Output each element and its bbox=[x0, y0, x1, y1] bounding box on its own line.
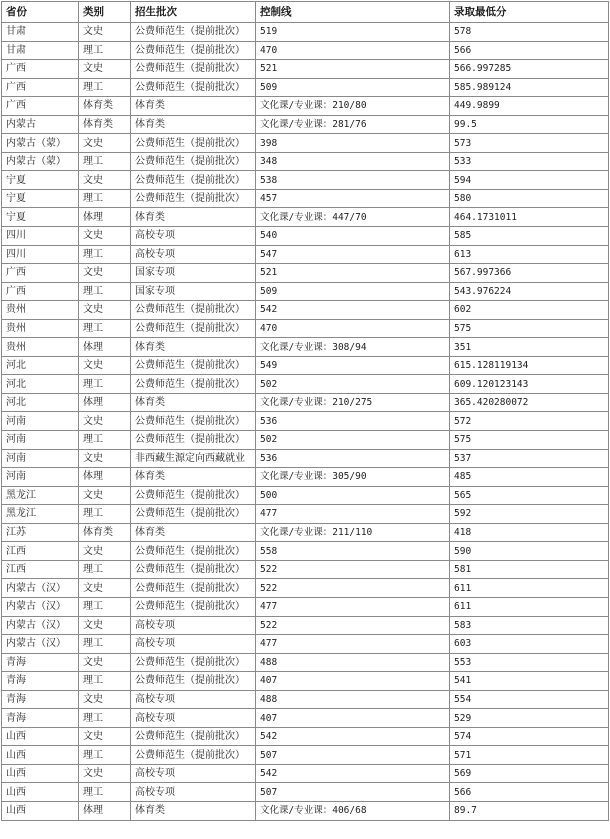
cell-min-score: 537 bbox=[450, 449, 609, 468]
cell-min-score: 449.9899 bbox=[450, 97, 609, 116]
cell-province: 江西 bbox=[2, 560, 79, 579]
cell-batch: 高校专项 bbox=[131, 616, 256, 635]
cell-province: 内蒙古（蒙） bbox=[2, 152, 79, 171]
cell-control-line: 536 bbox=[256, 412, 450, 431]
cell-type: 理工 bbox=[79, 746, 131, 765]
cell-min-score: 602 bbox=[450, 301, 609, 320]
cell-min-score: 553 bbox=[450, 653, 609, 672]
cell-type: 理工 bbox=[79, 41, 131, 60]
header-province: 省份 bbox=[2, 2, 79, 23]
cell-control-line: 538 bbox=[256, 171, 450, 190]
cell-type: 文史 bbox=[79, 449, 131, 468]
cell-min-score: 575 bbox=[450, 431, 609, 450]
cell-type: 文史 bbox=[79, 60, 131, 79]
cell-min-score: 575 bbox=[450, 319, 609, 338]
table-row bbox=[2, 653, 609, 672]
cell-batch: 高校专项 bbox=[131, 709, 256, 728]
table-row bbox=[2, 690, 609, 709]
table-row bbox=[2, 338, 609, 357]
cell-province: 广西 bbox=[2, 282, 79, 301]
cell-batch: 公费师范生（提前批次） bbox=[131, 171, 256, 190]
cell-batch: 公费师范生（提前批次） bbox=[131, 653, 256, 672]
cell-province: 宁夏 bbox=[2, 208, 79, 227]
cell-type: 体理 bbox=[79, 393, 131, 412]
cell-batch: 公费师范生（提前批次） bbox=[131, 78, 256, 97]
cell-province: 广西 bbox=[2, 60, 79, 79]
cell-type: 理工 bbox=[79, 189, 131, 208]
cell-batch: 高校专项 bbox=[131, 245, 256, 264]
table-row bbox=[2, 783, 609, 802]
cell-type: 文史 bbox=[79, 264, 131, 283]
cell-province: 山西 bbox=[2, 801, 79, 820]
cell-type: 理工 bbox=[79, 635, 131, 654]
table-row bbox=[2, 727, 609, 746]
cell-province: 青海 bbox=[2, 709, 79, 728]
cell-control-line: 文化课/专业课：406/68 bbox=[256, 801, 450, 820]
cell-province: 宁夏 bbox=[2, 189, 79, 208]
cell-min-score: 572 bbox=[450, 412, 609, 431]
header-type: 类别 bbox=[79, 2, 131, 23]
cell-province: 河南 bbox=[2, 468, 79, 487]
cell-province: 广西 bbox=[2, 78, 79, 97]
table-row bbox=[2, 746, 609, 765]
table-row bbox=[2, 282, 609, 301]
cell-province: 广西 bbox=[2, 264, 79, 283]
cell-batch: 公费师范生（提前批次） bbox=[131, 356, 256, 375]
cell-batch: 体育类 bbox=[131, 393, 256, 412]
cell-type: 理工 bbox=[79, 560, 131, 579]
cell-province: 广西 bbox=[2, 97, 79, 116]
table-row bbox=[2, 23, 609, 42]
cell-control-line: 547 bbox=[256, 245, 450, 264]
cell-province: 青海 bbox=[2, 672, 79, 691]
admission-score-table bbox=[1, 1, 609, 821]
cell-control-line: 509 bbox=[256, 78, 450, 97]
cell-control-line: 470 bbox=[256, 319, 450, 338]
cell-control-line: 477 bbox=[256, 505, 450, 524]
table-row bbox=[2, 264, 609, 283]
cell-min-score: 585.989124 bbox=[450, 78, 609, 97]
cell-province: 山西 bbox=[2, 727, 79, 746]
cell-batch: 公费师范生（提前批次） bbox=[131, 319, 256, 338]
cell-control-line: 509 bbox=[256, 282, 450, 301]
table-row bbox=[2, 375, 609, 394]
cell-batch: 公费师范生（提前批次） bbox=[131, 412, 256, 431]
cell-batch: 高校专项 bbox=[131, 227, 256, 246]
header-batch: 招生批次 bbox=[131, 2, 256, 23]
table-row bbox=[2, 208, 609, 227]
table-row bbox=[2, 227, 609, 246]
cell-control-line: 348 bbox=[256, 152, 450, 171]
cell-control-line: 398 bbox=[256, 134, 450, 153]
cell-control-line: 457 bbox=[256, 189, 450, 208]
table-row bbox=[2, 152, 609, 171]
cell-batch: 国家专项 bbox=[131, 264, 256, 283]
cell-control-line: 502 bbox=[256, 431, 450, 450]
table-row bbox=[2, 505, 609, 524]
cell-min-score: 541 bbox=[450, 672, 609, 691]
cell-type: 理工 bbox=[79, 431, 131, 450]
cell-control-line: 542 bbox=[256, 764, 450, 783]
cell-province: 黑龙江 bbox=[2, 486, 79, 505]
cell-min-score: 543.976224 bbox=[450, 282, 609, 301]
table-row bbox=[2, 486, 609, 505]
cell-min-score: 566.997285 bbox=[450, 60, 609, 79]
cell-type: 文史 bbox=[79, 134, 131, 153]
table-row bbox=[2, 393, 609, 412]
cell-batch: 高校专项 bbox=[131, 690, 256, 709]
cell-batch: 公费师范生（提前批次） bbox=[131, 189, 256, 208]
cell-control-line: 477 bbox=[256, 597, 450, 616]
cell-min-score: 580 bbox=[450, 189, 609, 208]
table-row bbox=[2, 245, 609, 264]
cell-type: 理工 bbox=[79, 282, 131, 301]
cell-control-line: 521 bbox=[256, 60, 450, 79]
cell-batch: 公费师范生（提前批次） bbox=[131, 60, 256, 79]
cell-type: 文史 bbox=[79, 690, 131, 709]
cell-control-line: 文化课/专业课：211/110 bbox=[256, 523, 450, 542]
cell-control-line: 536 bbox=[256, 449, 450, 468]
cell-province: 山西 bbox=[2, 764, 79, 783]
cell-province: 山西 bbox=[2, 746, 79, 765]
table-row bbox=[2, 431, 609, 450]
cell-control-line: 文化课/专业课：447/70 bbox=[256, 208, 450, 227]
cell-province: 甘肃 bbox=[2, 23, 79, 42]
table-row bbox=[2, 319, 609, 338]
cell-control-line: 519 bbox=[256, 23, 450, 42]
cell-control-line: 507 bbox=[256, 746, 450, 765]
cell-batch: 公费师范生（提前批次） bbox=[131, 672, 256, 691]
table-row bbox=[2, 672, 609, 691]
cell-control-line: 文化课/专业课：281/76 bbox=[256, 115, 450, 134]
cell-min-score: 485 bbox=[450, 468, 609, 487]
table-row bbox=[2, 635, 609, 654]
cell-batch: 体育类 bbox=[131, 338, 256, 357]
cell-type: 体育类 bbox=[79, 115, 131, 134]
table-row bbox=[2, 134, 609, 153]
table-row bbox=[2, 542, 609, 561]
cell-province: 贵州 bbox=[2, 301, 79, 320]
cell-control-line: 542 bbox=[256, 301, 450, 320]
cell-type: 文史 bbox=[79, 23, 131, 42]
cell-type: 文史 bbox=[79, 412, 131, 431]
cell-batch: 体育类 bbox=[131, 97, 256, 116]
cell-province: 贵州 bbox=[2, 319, 79, 338]
table-row bbox=[2, 597, 609, 616]
cell-control-line: 507 bbox=[256, 783, 450, 802]
header-control-line: 控制线 bbox=[256, 2, 450, 23]
table-row bbox=[2, 579, 609, 598]
header-min-score: 录取最低分 bbox=[450, 2, 609, 23]
table-row bbox=[2, 412, 609, 431]
cell-min-score: 529 bbox=[450, 709, 609, 728]
cell-control-line: 488 bbox=[256, 690, 450, 709]
table-row bbox=[2, 468, 609, 487]
cell-province: 河南 bbox=[2, 449, 79, 468]
cell-province: 黑龙江 bbox=[2, 505, 79, 524]
cell-province: 河南 bbox=[2, 412, 79, 431]
cell-control-line: 407 bbox=[256, 709, 450, 728]
cell-batch: 体育类 bbox=[131, 208, 256, 227]
cell-min-score: 533 bbox=[450, 152, 609, 171]
cell-control-line: 文化课/专业课：308/94 bbox=[256, 338, 450, 357]
cell-min-score: 565 bbox=[450, 486, 609, 505]
cell-type: 文史 bbox=[79, 227, 131, 246]
table-row bbox=[2, 449, 609, 468]
cell-batch: 高校专项 bbox=[131, 764, 256, 783]
cell-min-score: 574 bbox=[450, 727, 609, 746]
cell-type: 理工 bbox=[79, 78, 131, 97]
cell-type: 文史 bbox=[79, 616, 131, 635]
cell-province: 河南 bbox=[2, 431, 79, 450]
cell-control-line: 文化课/专业课：305/90 bbox=[256, 468, 450, 487]
cell-min-score: 464.1731011 bbox=[450, 208, 609, 227]
cell-batch: 公费师范生（提前批次） bbox=[131, 505, 256, 524]
header-row bbox=[2, 2, 609, 23]
cell-batch: 公费师范生（提前批次） bbox=[131, 431, 256, 450]
cell-type: 文史 bbox=[79, 301, 131, 320]
cell-min-score: 365.420280072 bbox=[450, 393, 609, 412]
cell-province: 内蒙古（汉） bbox=[2, 635, 79, 654]
cell-province: 内蒙古（蒙） bbox=[2, 134, 79, 153]
cell-min-score: 609.120123143 bbox=[450, 375, 609, 394]
cell-min-score: 573 bbox=[450, 134, 609, 153]
cell-batch: 非西藏生源定向西藏就业 bbox=[131, 449, 256, 468]
cell-control-line: 407 bbox=[256, 672, 450, 691]
cell-type: 体理 bbox=[79, 208, 131, 227]
table-row bbox=[2, 523, 609, 542]
table-row bbox=[2, 171, 609, 190]
cell-type: 文史 bbox=[79, 727, 131, 746]
cell-type: 体育类 bbox=[79, 523, 131, 542]
cell-control-line: 522 bbox=[256, 616, 450, 635]
cell-min-score: 351 bbox=[450, 338, 609, 357]
table-row bbox=[2, 616, 609, 635]
cell-province: 内蒙古（汉） bbox=[2, 616, 79, 635]
cell-type: 理工 bbox=[79, 709, 131, 728]
cell-type: 文史 bbox=[79, 653, 131, 672]
cell-type: 理工 bbox=[79, 319, 131, 338]
cell-type: 体理 bbox=[79, 338, 131, 357]
cell-batch: 公费师范生（提前批次） bbox=[131, 23, 256, 42]
cell-batch: 公费师范生（提前批次） bbox=[131, 542, 256, 561]
table-row bbox=[2, 801, 609, 820]
cell-control-line: 549 bbox=[256, 356, 450, 375]
table-row bbox=[2, 560, 609, 579]
cell-batch: 高校专项 bbox=[131, 635, 256, 654]
cell-control-line: 500 bbox=[256, 486, 450, 505]
table-row bbox=[2, 301, 609, 320]
cell-province: 内蒙古 bbox=[2, 115, 79, 134]
cell-province: 贵州 bbox=[2, 338, 79, 357]
cell-control-line: 470 bbox=[256, 41, 450, 60]
cell-province: 江西 bbox=[2, 542, 79, 561]
cell-type: 体理 bbox=[79, 801, 131, 820]
cell-control-line: 文化课/专业课：210/275 bbox=[256, 393, 450, 412]
cell-type: 理工 bbox=[79, 597, 131, 616]
cell-min-score: 581 bbox=[450, 560, 609, 579]
cell-type: 理工 bbox=[79, 152, 131, 171]
cell-control-line: 522 bbox=[256, 560, 450, 579]
cell-type: 文史 bbox=[79, 486, 131, 505]
cell-batch: 国家专项 bbox=[131, 282, 256, 301]
cell-min-score: 590 bbox=[450, 542, 609, 561]
cell-province: 河北 bbox=[2, 356, 79, 375]
cell-batch: 公费师范生（提前批次） bbox=[131, 579, 256, 598]
cell-batch: 体育类 bbox=[131, 468, 256, 487]
cell-province: 山西 bbox=[2, 783, 79, 802]
cell-min-score: 578 bbox=[450, 23, 609, 42]
cell-type: 体理 bbox=[79, 468, 131, 487]
cell-min-score: 567.997366 bbox=[450, 264, 609, 283]
cell-control-line: 542 bbox=[256, 727, 450, 746]
cell-control-line: 477 bbox=[256, 635, 450, 654]
cell-type: 理工 bbox=[79, 375, 131, 394]
cell-batch: 公费师范生（提前批次） bbox=[131, 746, 256, 765]
table-row bbox=[2, 78, 609, 97]
table-body bbox=[2, 23, 609, 821]
cell-control-line: 文化课/专业课：210/80 bbox=[256, 97, 450, 116]
table-row bbox=[2, 97, 609, 116]
table-row bbox=[2, 41, 609, 60]
cell-type: 文史 bbox=[79, 542, 131, 561]
cell-province: 宁夏 bbox=[2, 171, 79, 190]
cell-province: 四川 bbox=[2, 245, 79, 264]
cell-province: 河北 bbox=[2, 375, 79, 394]
cell-batch: 体育类 bbox=[131, 115, 256, 134]
cell-province: 青海 bbox=[2, 690, 79, 709]
table-row bbox=[2, 189, 609, 208]
cell-control-line: 521 bbox=[256, 264, 450, 283]
cell-batch: 体育类 bbox=[131, 523, 256, 542]
cell-min-score: 585 bbox=[450, 227, 609, 246]
cell-min-score: 603 bbox=[450, 635, 609, 654]
cell-min-score: 569 bbox=[450, 764, 609, 783]
table-row bbox=[2, 709, 609, 728]
cell-batch: 公费师范生（提前批次） bbox=[131, 560, 256, 579]
cell-min-score: 571 bbox=[450, 746, 609, 765]
cell-control-line: 502 bbox=[256, 375, 450, 394]
cell-type: 理工 bbox=[79, 672, 131, 691]
cell-type: 理工 bbox=[79, 245, 131, 264]
cell-min-score: 99.5 bbox=[450, 115, 609, 134]
cell-min-score: 418 bbox=[450, 523, 609, 542]
cell-min-score: 89.7 bbox=[450, 801, 609, 820]
table-row bbox=[2, 764, 609, 783]
cell-min-score: 611 bbox=[450, 597, 609, 616]
cell-min-score: 583 bbox=[450, 616, 609, 635]
cell-type: 文史 bbox=[79, 579, 131, 598]
cell-province: 江苏 bbox=[2, 523, 79, 542]
cell-batch: 公费师范生（提前批次） bbox=[131, 152, 256, 171]
cell-batch: 公费师范生（提前批次） bbox=[131, 727, 256, 746]
table-row bbox=[2, 356, 609, 375]
cell-type: 理工 bbox=[79, 783, 131, 802]
cell-province: 四川 bbox=[2, 227, 79, 246]
table-header bbox=[2, 2, 609, 23]
cell-type: 文史 bbox=[79, 764, 131, 783]
cell-control-line: 522 bbox=[256, 579, 450, 598]
cell-control-line: 558 bbox=[256, 542, 450, 561]
cell-province: 内蒙古（汉） bbox=[2, 579, 79, 598]
cell-min-score: 615.128119134 bbox=[450, 356, 609, 375]
cell-batch: 公费师范生（提前批次） bbox=[131, 375, 256, 394]
cell-min-score: 566 bbox=[450, 41, 609, 60]
table-row bbox=[2, 60, 609, 79]
cell-min-score: 554 bbox=[450, 690, 609, 709]
cell-type: 文史 bbox=[79, 171, 131, 190]
cell-province: 内蒙古（汉） bbox=[2, 597, 79, 616]
cell-min-score: 566 bbox=[450, 783, 609, 802]
cell-control-line: 488 bbox=[256, 653, 450, 672]
cell-batch: 公费师范生（提前批次） bbox=[131, 597, 256, 616]
cell-province: 青海 bbox=[2, 653, 79, 672]
cell-min-score: 611 bbox=[450, 579, 609, 598]
cell-batch: 公费师范生（提前批次） bbox=[131, 301, 256, 320]
cell-batch: 公费师范生（提前批次） bbox=[131, 134, 256, 153]
cell-batch: 体育类 bbox=[131, 801, 256, 820]
cell-min-score: 592 bbox=[450, 505, 609, 524]
table-row bbox=[2, 115, 609, 134]
cell-type: 理工 bbox=[79, 505, 131, 524]
cell-batch: 公费师范生（提前批次） bbox=[131, 486, 256, 505]
cell-control-line: 540 bbox=[256, 227, 450, 246]
cell-type: 文史 bbox=[79, 356, 131, 375]
cell-type: 体育类 bbox=[79, 97, 131, 116]
cell-min-score: 594 bbox=[450, 171, 609, 190]
cell-batch: 高校专项 bbox=[131, 783, 256, 802]
cell-province: 河北 bbox=[2, 393, 79, 412]
cell-province: 甘肃 bbox=[2, 41, 79, 60]
cell-batch: 公费师范生（提前批次） bbox=[131, 41, 256, 60]
cell-min-score: 613 bbox=[450, 245, 609, 264]
